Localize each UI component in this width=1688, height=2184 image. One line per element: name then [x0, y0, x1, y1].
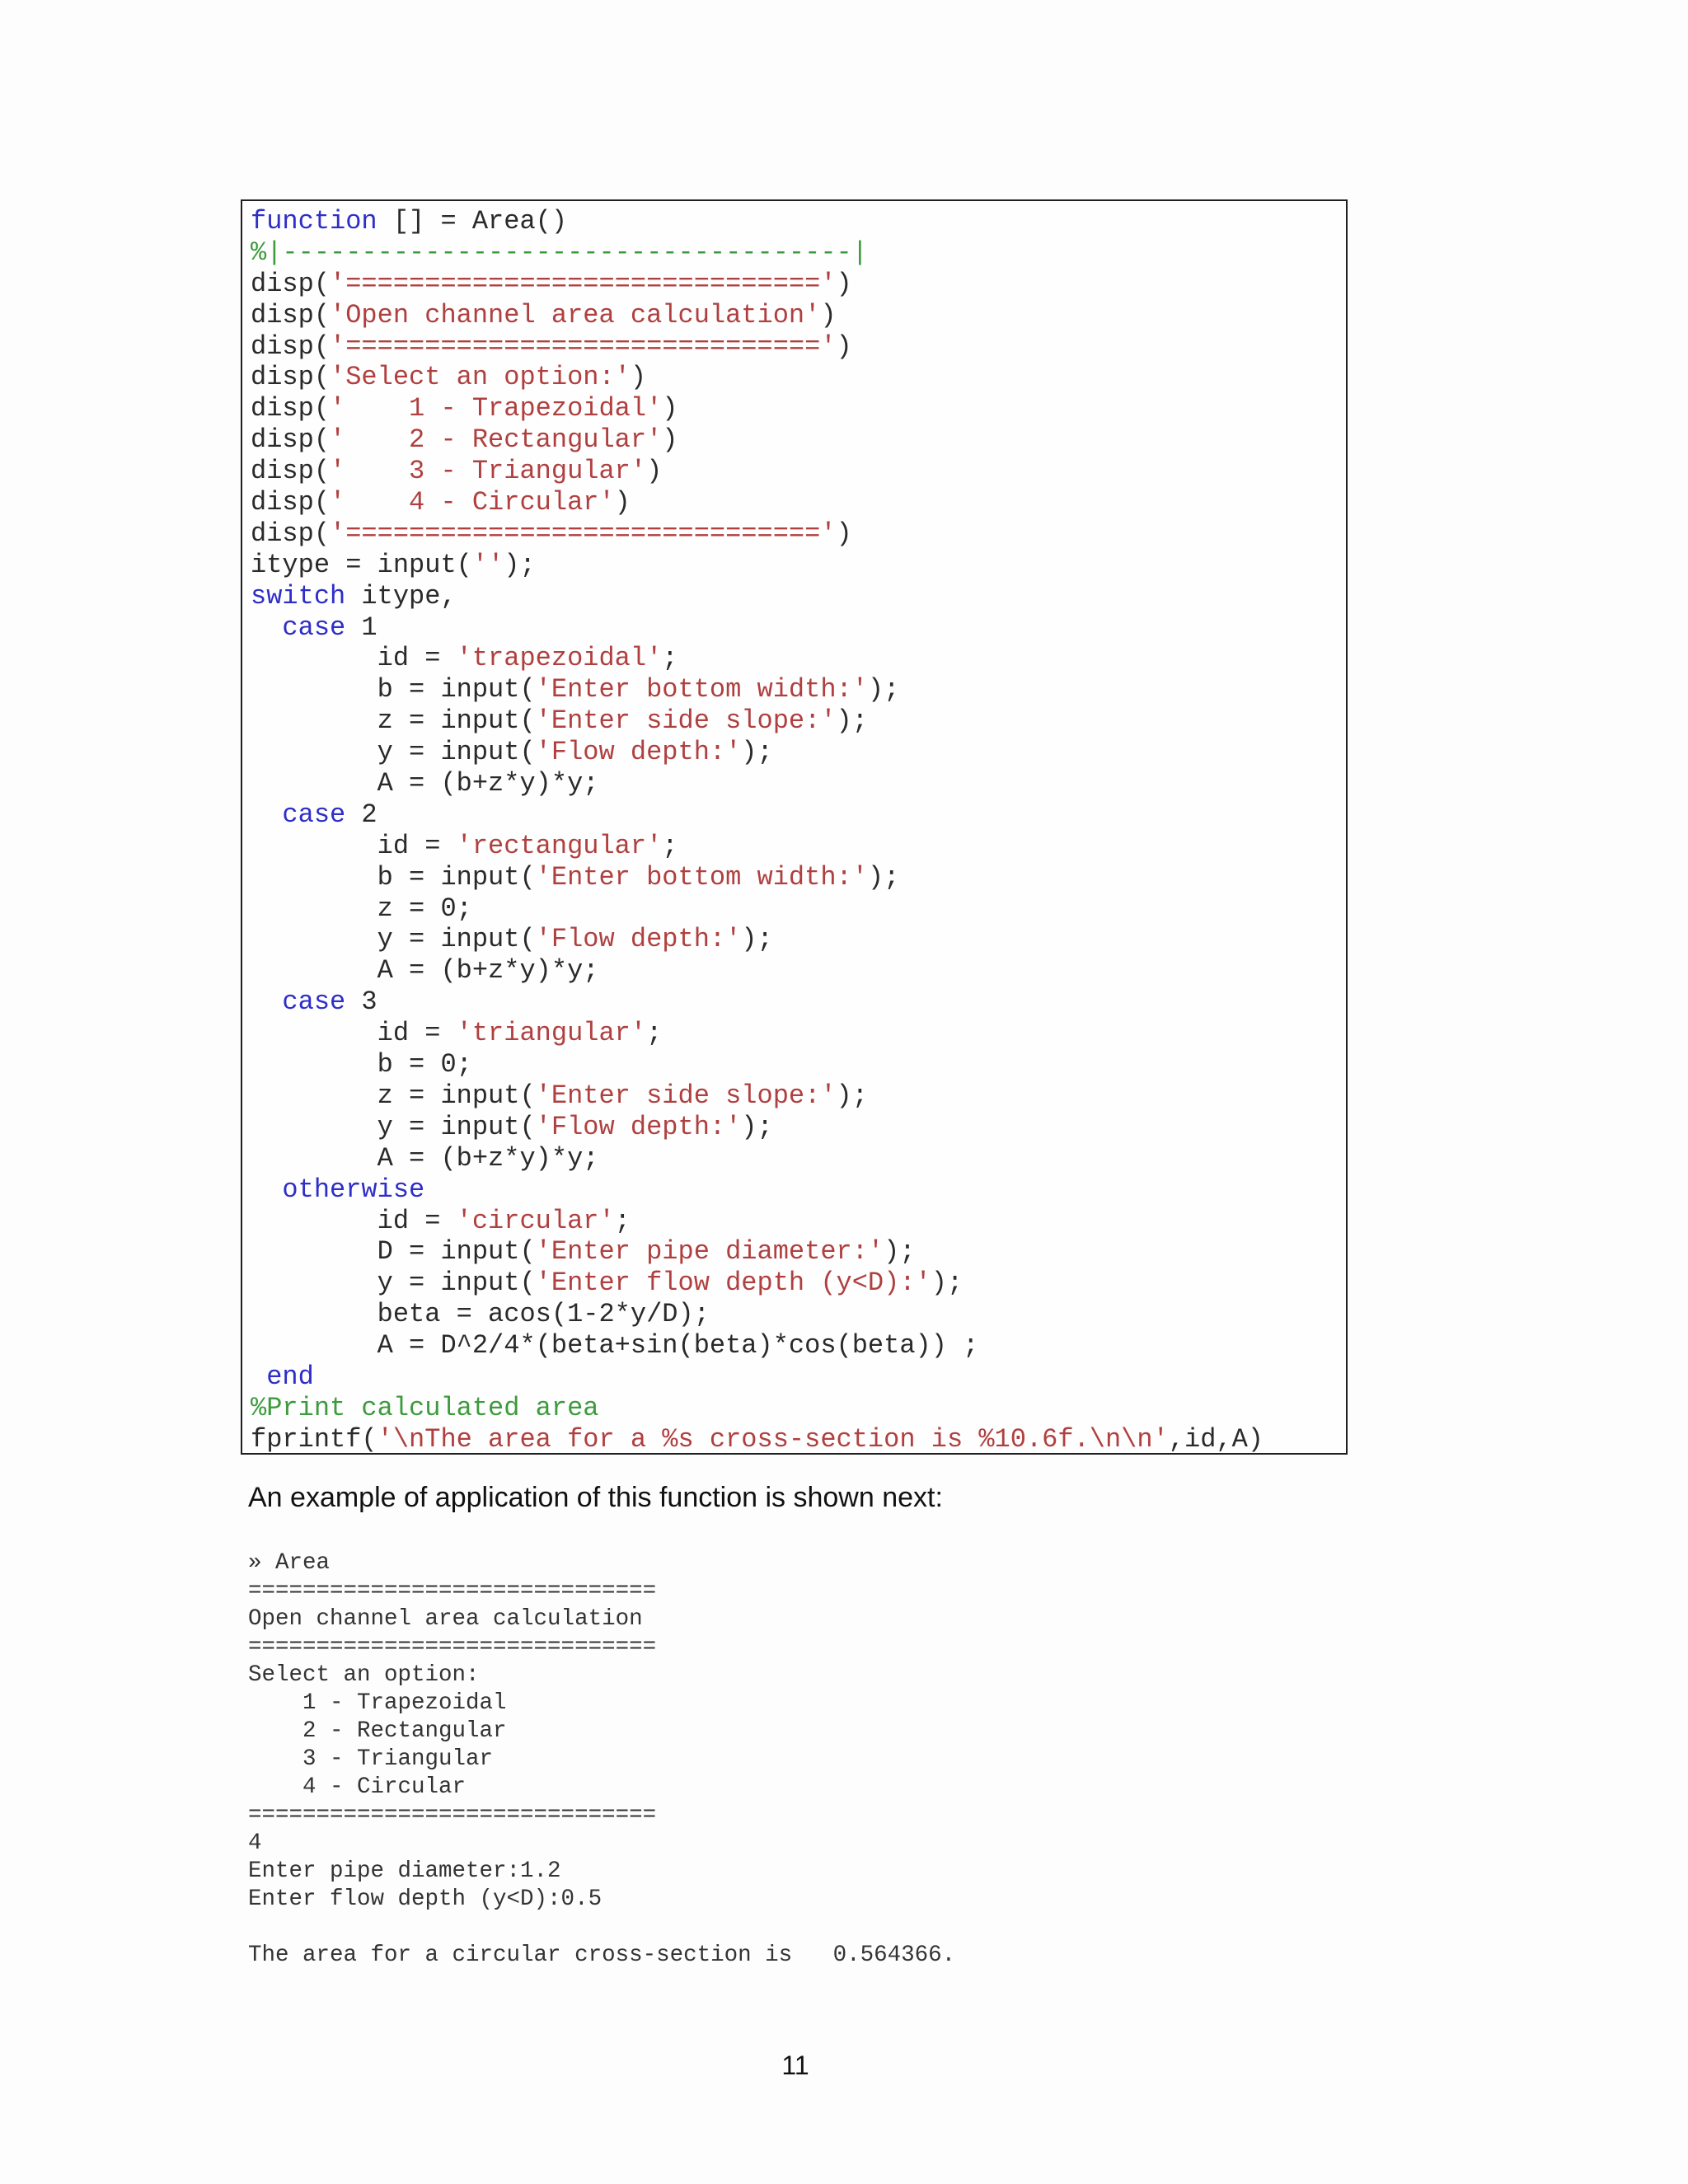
code-token: case [282, 799, 346, 830]
console-line: 2 - Rectangular [248, 1718, 507, 1744]
code-token: ) [836, 330, 852, 362]
code-token: 'trapezoidal' [456, 643, 663, 674]
code-token: A = (b+z*y)*y; [251, 768, 599, 799]
console-line: 4 - Circular [248, 1774, 467, 1800]
code-token: ) [630, 362, 647, 393]
code-token: 'triangular' [456, 1018, 647, 1049]
code-token: ; [646, 1018, 663, 1049]
code-token: ) [646, 456, 663, 487]
code-token: 'Open channel area calculation' [330, 299, 821, 330]
code-line [251, 799, 1346, 831]
code-line [251, 1174, 1346, 1206]
code-token: disp( [251, 518, 331, 549]
code-token: ); [504, 549, 536, 580]
console-line: 4 [248, 1830, 262, 1856]
code-token [251, 799, 282, 830]
code-token: switch [251, 580, 346, 612]
code-token: 'Enter pipe diameter:' [535, 1236, 884, 1268]
code-line [251, 300, 1346, 331]
code-token: ' 4 - Circular' [330, 487, 615, 518]
code-line [251, 1330, 1346, 1361]
code-token: %Print calculated area [251, 1392, 599, 1423]
code-token: ); [867, 861, 900, 893]
code-line [251, 1049, 1346, 1080]
code-line [251, 987, 1346, 1018]
code-token: '' [471, 549, 504, 580]
code-token: b = 0; [251, 1049, 472, 1080]
code-token: disp( [251, 456, 331, 487]
code-line [251, 674, 1346, 705]
console-output [248, 1549, 955, 1970]
code-token: ) [836, 518, 852, 549]
code-line [251, 1268, 1346, 1299]
code-token: ,id,A) [1168, 1423, 1264, 1455]
code-line [251, 924, 1346, 955]
code-token: b = input( [251, 674, 536, 705]
code-token: A = (b+z*y)*y; [251, 955, 599, 987]
code-token: 'Flow depth:' [535, 737, 742, 768]
code-token: '\nThe area for a %s cross-section is %10.6f.\n\n' [377, 1423, 1169, 1455]
code-token: %|------------------------------------| [251, 237, 868, 268]
console-line: 1 - Trapezoidal [248, 1690, 507, 1716]
code-token: A = (b+z*y)*y; [251, 1142, 599, 1174]
console-line: Select an option: [248, 1662, 480, 1688]
code-token: end [266, 1361, 314, 1392]
code-token: disp( [251, 393, 331, 424]
code-token: 'Enter flow depth (y<D):' [535, 1268, 931, 1299]
code-listing [241, 199, 1348, 1455]
code-line [251, 393, 1346, 424]
console-line: ============================== [248, 1634, 657, 1660]
code-token: 'Select an option:' [330, 362, 631, 393]
code-token: beta = acos(1-2*y/D); [251, 1299, 710, 1330]
code-token: disp( [251, 330, 331, 362]
code-token: '==============================' [330, 518, 837, 549]
code-token: id = [251, 1205, 457, 1236]
code-token: 'Enter bottom width:' [535, 674, 868, 705]
code-line [251, 831, 1346, 862]
code-token: id = [251, 830, 457, 861]
code-line [251, 1299, 1346, 1330]
console-line: The area for a circular cross-section is 0.564366. [248, 1943, 956, 1968]
code-token: ); [741, 924, 773, 955]
code-token: otherwise [282, 1174, 425, 1205]
code-token: ) [836, 268, 852, 299]
code-line [251, 893, 1346, 925]
code-token: fprintf( [251, 1423, 377, 1455]
code-token: itype, [345, 580, 457, 612]
code-token: function [251, 206, 377, 237]
code-token: ); [884, 1236, 916, 1268]
code-token: ); [741, 737, 773, 768]
console-line: ============================== [248, 1578, 657, 1604]
code-line [251, 1112, 1346, 1143]
code-line [251, 768, 1346, 799]
code-token: 'Flow depth:' [535, 1111, 742, 1142]
code-token: ; [662, 830, 678, 861]
code-token: disp( [251, 299, 331, 330]
code-token: ) [820, 299, 837, 330]
code-token [251, 1361, 266, 1392]
page-number: 11 [781, 2050, 809, 2080]
code-line [251, 269, 1346, 300]
code-token: itype = input( [251, 549, 472, 580]
code-token [251, 612, 282, 643]
code-token: ; [662, 643, 678, 674]
code-token: case [282, 612, 346, 643]
code-token: 'Flow depth:' [535, 924, 742, 955]
code-token: 'Enter side slope:' [535, 705, 837, 737]
code-token: ' 3 - Triangular' [330, 456, 647, 487]
code-token: ); [836, 1080, 868, 1111]
prose-paragraph: An example of application of this function is shown next: [248, 1482, 943, 1513]
code-token: 'rectangular' [456, 830, 663, 861]
code-token: z = 0; [251, 893, 472, 924]
code-line [251, 424, 1346, 456]
code-token: y = input( [251, 1111, 536, 1142]
code-line [251, 487, 1346, 518]
code-line [251, 331, 1346, 363]
code-token: 1 [345, 612, 377, 643]
code-line [251, 237, 1346, 269]
code-line [251, 456, 1346, 487]
code-line [251, 581, 1346, 612]
code-token: 'Enter side slope:' [535, 1080, 837, 1111]
code-line [251, 550, 1346, 581]
code-token: z = input( [251, 1080, 536, 1111]
code-line [251, 1080, 1346, 1112]
console-line [248, 1914, 955, 1942]
code-token: y = input( [251, 1268, 536, 1299]
code-line [251, 862, 1346, 893]
code-token: y = input( [251, 924, 536, 955]
code-token: [] = Area() [377, 206, 568, 237]
code-token: D = input( [251, 1236, 536, 1268]
code-token: ' 1 - Trapezoidal' [330, 393, 663, 424]
code-token: ); [867, 674, 900, 705]
code-token: 2 [345, 799, 377, 830]
code-token: 'circular' [456, 1205, 615, 1236]
code-token: '==============================' [330, 268, 837, 299]
code-token: ) [662, 393, 678, 424]
code-line [251, 1424, 1346, 1455]
code-token: 'Enter bottom width:' [535, 861, 868, 893]
code-token: b = input( [251, 861, 536, 893]
console-line: Enter pipe diameter:1.2 [248, 1858, 561, 1884]
code-token: ' 2 - Rectangular' [330, 424, 663, 456]
code-token: A = D^2/4*(beta+sin(beta)*cos(beta)) ; [251, 1330, 979, 1361]
console-line: » Area [248, 1550, 331, 1576]
code-token: disp( [251, 362, 331, 393]
code-token: disp( [251, 268, 331, 299]
console-line: 3 - Triangular [248, 1746, 494, 1772]
code-token: '==============================' [330, 330, 837, 362]
code-line [251, 206, 1346, 237]
code-line [251, 518, 1346, 550]
code-line [251, 955, 1346, 987]
code-line [251, 612, 1346, 644]
code-token: ) [662, 424, 678, 456]
code-token: disp( [251, 424, 331, 456]
code-token: id = [251, 643, 457, 674]
code-line [251, 1143, 1346, 1174]
code-token: ); [741, 1111, 773, 1142]
code-line [251, 1018, 1346, 1049]
code-line [251, 1206, 1346, 1237]
code-token: case [282, 987, 346, 1018]
code-token: id = [251, 1018, 457, 1049]
code-token: disp( [251, 487, 331, 518]
console-line: Enter flow depth (y<D):0.5 [248, 1886, 603, 1912]
code-token [251, 1174, 282, 1205]
code-line [251, 737, 1346, 768]
console-line: Open channel area calculation [248, 1606, 643, 1632]
code-line [251, 1393, 1346, 1424]
code-token: z = input( [251, 705, 536, 737]
code-line [251, 362, 1346, 393]
code-token: ); [931, 1268, 964, 1299]
code-token: ) [614, 487, 631, 518]
code-token: ; [614, 1205, 631, 1236]
code-line [251, 705, 1346, 737]
code-token: 3 [345, 987, 377, 1018]
code-token: ); [836, 705, 868, 737]
code-line [251, 643, 1346, 674]
code-line [251, 1361, 1346, 1393]
code-token: y = input( [251, 737, 536, 768]
console-line: ============================== [248, 1802, 657, 1828]
code-line [251, 1236, 1346, 1268]
code-token [251, 987, 282, 1017]
